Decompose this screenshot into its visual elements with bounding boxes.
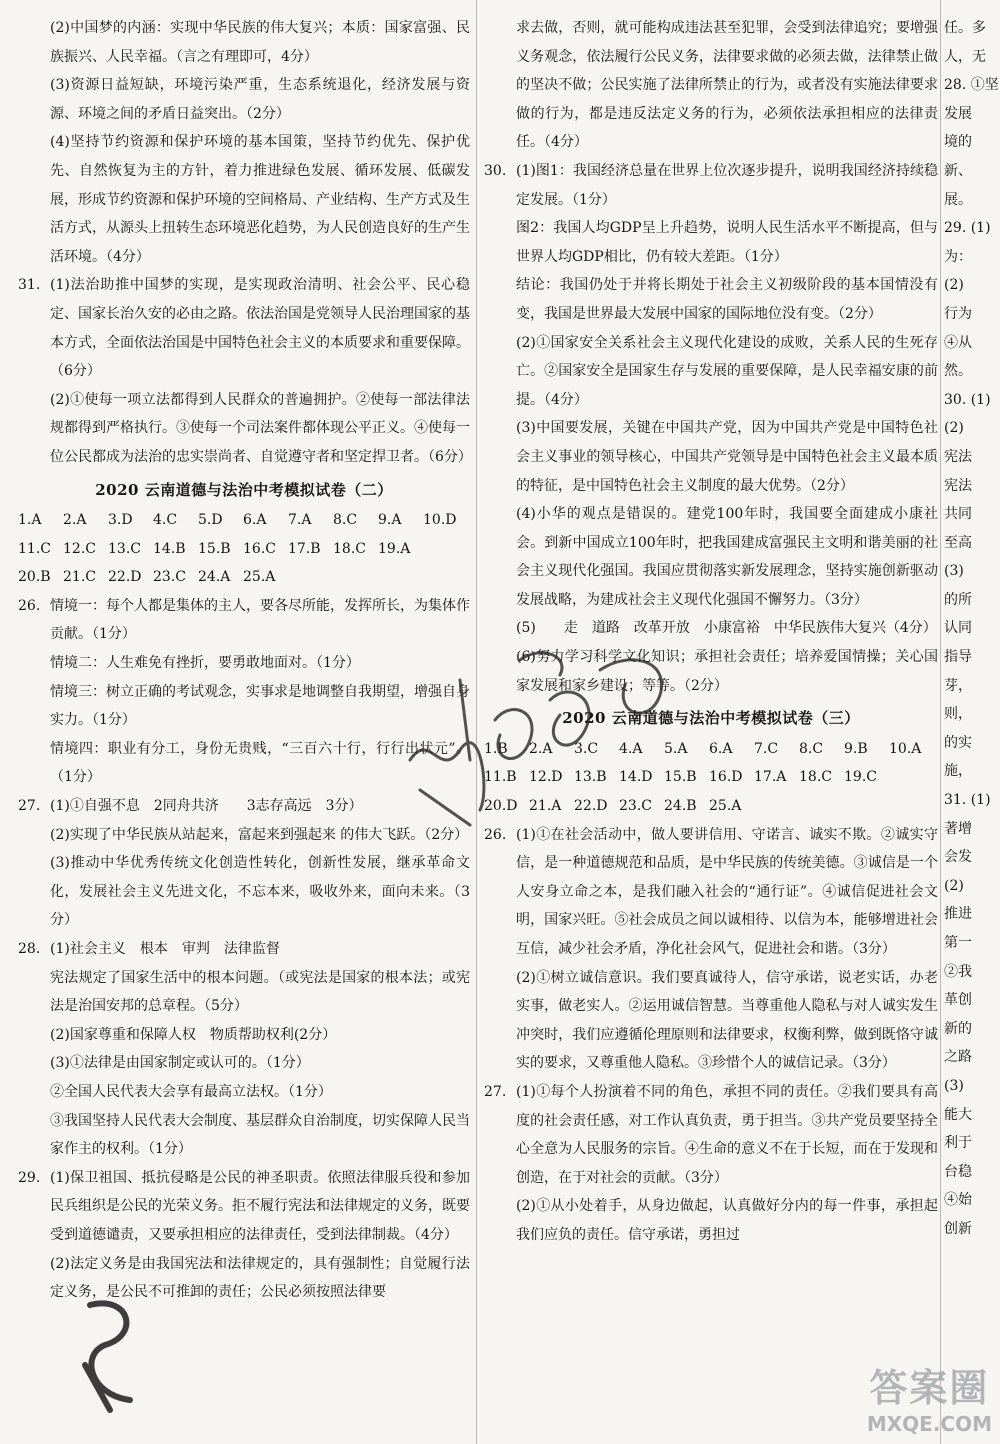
answer-item: 1.B xyxy=(484,740,508,757)
q30-part2-answer: (2)中国梦的内涵：实现中华民族的伟大复兴；本质：国家富强、民族振兴、人民幸福。（言之有理即可，4分） xyxy=(50,20,470,65)
question-number: 28. xyxy=(18,941,41,957)
fragment: 之路 xyxy=(944,1049,972,1066)
answer-line: (2)国家尊重和保障人权 物质帮助权利(2分） xyxy=(50,1026,337,1043)
answer-item: 23.C xyxy=(153,569,186,586)
answer-item: 9.B xyxy=(844,740,868,757)
answer-item: 18.C xyxy=(799,769,832,786)
right-column-cropped xyxy=(944,14,1000,1244)
answer-item: 21.C xyxy=(63,569,96,586)
fragment: 施， xyxy=(944,763,972,780)
question-number: 27. xyxy=(484,1083,507,1100)
answer-line: 情境二：人生难免有挫折，要勇敢地面对。（1分） xyxy=(50,655,360,672)
answer-line: 情境三：树立正确的考试观念，实事求是地调整自我期望，增强自身实力。（1分） xyxy=(50,683,470,729)
answer-line: (2)法定义务是由我国宪法和法律规定的，具有强制性；自觉履行法定义务，是公民不可推卸的责任；公民必须按照法律要 xyxy=(50,1255,470,1301)
fragment: 新、 xyxy=(944,162,972,179)
answer-item: 7.C xyxy=(754,740,779,757)
answer-item: 12.C xyxy=(63,540,96,557)
answer-line: (2)①树立诚信意识。我们要真诚待人，信守承诺，说老实话，办老实事，做老实人。②运用诚信智慧。当尊重他人隐私与对人诚实发生冲突时，我们应遵循伦理原则和法律要求，权衡利弊，做到既恪守诚实的要求，又尊重他人隐私。③珍惜个人的诚信记录。（3分） xyxy=(516,969,938,1072)
fragment: 为： xyxy=(944,248,972,265)
answer-item: 11.C xyxy=(18,540,51,557)
q30-part3-answer: (3)资源日益短缺，环境污染严重，生态系统退化，经济发展与资源、环境之间的矛盾日益突出。（2分） xyxy=(50,77,470,122)
paper3-title: 2020 云南道德与法治中考模拟试卷（三） xyxy=(562,709,860,728)
answer-item: 3.C xyxy=(574,740,599,757)
answer-item: 14.B xyxy=(153,540,186,557)
question-number: 26. xyxy=(18,597,41,614)
fragment: 人，无 xyxy=(944,48,986,65)
answer-item: 5.A xyxy=(664,740,688,757)
q31-answer xyxy=(18,271,470,471)
column-divider-right xyxy=(940,0,941,1444)
answer-item: 10.A xyxy=(889,740,922,757)
fragment: 利于 xyxy=(944,1135,972,1152)
answer-line: (2)实现了中华民族从站起来，富起来到强起来 的伟大飞跃。（2分） xyxy=(50,826,469,843)
answer-item: 18.C xyxy=(333,540,366,557)
paper2-choice-answers xyxy=(18,506,470,592)
answer-item: 20.D xyxy=(484,798,518,815)
answer-item: 24.A xyxy=(198,569,231,586)
fragment: 会发 xyxy=(944,849,972,866)
fragment: 芽， xyxy=(944,677,972,694)
answer-item: 8.C xyxy=(333,512,358,529)
fragment: (3) xyxy=(944,563,964,580)
fragment: 则， xyxy=(944,706,972,723)
answer-item: 2.A xyxy=(63,512,87,529)
q31-part2: (2)①使每一项立法都得到人民群众的普遍拥护。②使每一部法律法规都得到严格执行。③使每一个司法案件都体现公平正义。④使每一位公民都成为法治的忠实崇尚者、自觉遵守者和坚定捍卫者。（6分） xyxy=(50,391,472,465)
answer-line: (1)①在社会活动中，做人要讲信用、守诺言、诚实不欺。②诚实守信，是一种道德规范和品质，是中华民族的传统美德。③诚信是一个人安身立命之本，是我们融入社会的“通行证”。④诚信促进社会文明，国家兴旺。⑤社会成员之间以诚相待、以信为本，能够增进社会互信，减少社会矛盾，净化社会风气，促进社会和谐。（3分） xyxy=(516,826,938,957)
answer-line: (1)图1：我国经济总量在世界上位次逐步提升，说明我国经济持续稳定发展。（1分） xyxy=(516,162,938,208)
answer-item: 16.C xyxy=(243,540,276,557)
answer-item: 1.A xyxy=(18,512,42,529)
fragment: 31. (1) xyxy=(944,792,991,809)
answer-item: 22.D xyxy=(108,569,142,586)
answer-item: 2.A xyxy=(529,740,553,757)
fragment: 宪法 xyxy=(944,448,972,465)
fragment: 宪法 xyxy=(944,477,972,494)
answer-item: 25.A xyxy=(709,798,742,815)
fragment: 认同 xyxy=(944,620,972,637)
fragment: ④从 xyxy=(944,334,972,351)
answer-line: (1)保卫祖国、抵抗侵略是公民的神圣职责。依照法律服兵役和参加民兵组织是公民的光荣义务。拒不履行宪法和法律规定的义务，既要受到道德谴责，又要承担相应的法律责任，受到法律制裁。（4分） xyxy=(50,1169,470,1243)
answer-item: 17.B xyxy=(288,540,321,557)
corner-scribble xyxy=(70,1285,160,1415)
fragment: 创新 xyxy=(944,1220,972,1237)
answer-line: (3)①法律是由国家制定或认可的。（1分） xyxy=(50,1055,310,1072)
handwriting-scribble xyxy=(400,640,720,840)
fragment: 的实 xyxy=(944,734,972,751)
answer-item: 8.C xyxy=(799,740,824,757)
answer-item: 19.A xyxy=(378,540,411,557)
paper2-q28-answer xyxy=(18,935,470,1164)
fragment: (2) xyxy=(944,277,964,294)
answer-item: 11.B xyxy=(484,769,517,786)
question-number: 30. xyxy=(484,162,507,179)
answer-item: 17.A xyxy=(754,769,787,786)
answer-item: 25.A xyxy=(243,569,276,586)
answer-row xyxy=(18,535,470,564)
answer-line: (3)推动中华优秀传统文化创造性转化，创新性发展，继承革命文化，发展社会主义先进文化，不忘本来，吸收外来，面向未来。（3分） xyxy=(50,855,470,929)
fragment: 第一 xyxy=(944,935,972,951)
answer-item: 4.C xyxy=(153,512,178,529)
fragment: ④始 xyxy=(944,1192,972,1209)
question-number: 27. xyxy=(18,798,41,815)
answer-item: 13.B xyxy=(574,769,607,786)
answer-line: 情境一：每个人都是集体的主人，要各尽所能，发挥所长，为集体作贡献。（1分） xyxy=(50,597,470,643)
answer-line: 结论：我国仍处于并将长期处于社会主义初级阶段的基本国情没有变，我国是世界最大发展中国家的国际地位没有变。（2分） xyxy=(516,277,938,322)
fragment: 发展 xyxy=(944,105,972,122)
answer-item: 16.D xyxy=(709,769,743,786)
answer-item: 9.A xyxy=(378,512,402,529)
watermark-logo: 答案圈 xyxy=(869,1366,990,1410)
site-watermark xyxy=(867,1357,992,1436)
fragment: 推进 xyxy=(944,906,972,923)
fragment: 的所 xyxy=(944,591,972,608)
fragment: 著增 xyxy=(944,820,972,837)
paper2-q30-answer xyxy=(484,157,938,700)
q29-continuation: 求去做，否则，就可能构成违法甚至犯罪，会受到法律追究；要增强义务观念，依法履行公民义务，法律要求做的必须去做，法律禁止做的坚决不做；公民实施了法律所禁止的行为，或者没有实施法律要求做的行为，都是违反法定义务的行为，必须依法承担相应的法律责任。（4分） xyxy=(516,20,938,151)
answer-line: (1)①每个人扮演着不同的角色，承担不同的责任。②我们要具有高度的社会责任感，对工作认真负责，勇于担当。③共产党员要坚持全心全意为人民服务的宗旨。④生命的意义不在于长短，而在于发现和创造，在于对社会的贡献。（3分） xyxy=(516,1083,938,1186)
fragment: 展。 xyxy=(944,191,972,208)
fragment: 30. (1) xyxy=(944,391,991,408)
answer-item: 7.A xyxy=(288,512,312,529)
question-number: 29. xyxy=(18,1169,41,1186)
fragment: 境的 xyxy=(944,134,972,151)
fragment: 指导 xyxy=(944,649,972,666)
answer-item: 19.C xyxy=(844,769,877,786)
answer-item: 3.D xyxy=(108,512,133,529)
answer-item: 10.D xyxy=(423,512,457,529)
fragment: ②我 xyxy=(944,963,972,980)
answer-line: 宪法规定了国家生活中的根本问题。（或宪法是国家的根本法；或宪法是治国安邦的总章程。（5分） xyxy=(50,969,470,1015)
answer-item: 15.B xyxy=(664,769,697,786)
answer-item: 5.D xyxy=(198,512,223,529)
fragment: (2) xyxy=(944,877,964,894)
fragment: 能大 xyxy=(944,1106,972,1123)
answer-item: 6.A xyxy=(243,512,267,529)
fragment: 然。 xyxy=(944,363,972,380)
answer-item: 12.D xyxy=(529,769,563,786)
answer-item: 23.C xyxy=(619,798,652,815)
paper2-title: 2020 云南道德与法治中考模拟试卷（二） xyxy=(95,480,393,499)
answer-line: (1)①自强不息 2同舟共济 3志存高远 3分） xyxy=(50,798,363,815)
q30-part4-answer: (4)坚持节约资源和保护环境的基本国策，坚持节约优先、保护优先、自然恢复为主的方针，着力推进绿色发展、循环发展、低碳发展，形成节约资源和保护环境的空间格局、产业结构、生产方式及生活方式，从源头上扭转生态环境恶化趋势，为人民创造良好的生产生活环境。（4分） xyxy=(50,134,470,265)
middle-column xyxy=(484,14,938,1250)
answer-line: (5) 走 道路 改革开放 小康富裕 中华民族伟大复兴（4分） xyxy=(516,620,937,637)
answer-item: 13.C xyxy=(108,540,141,557)
answer-item: 20.B xyxy=(18,569,51,586)
answer-line: (1)社会主义 根本 审判 法律监督 xyxy=(50,941,280,957)
answer-row xyxy=(18,506,470,535)
answer-line: (6)努力学习科学文化知识；承担社会责任；培养爱国情操；关心国家发展和家乡建设；等等。（2分） xyxy=(516,649,938,694)
fragment: 行为 xyxy=(944,305,972,322)
answer-line: ②全国人民代表大会享有最高立法权。（1分） xyxy=(50,1083,332,1100)
answer-item: 24.B xyxy=(664,798,697,815)
answer-line: 图2：我国人均GDP呈上升趋势，说明人民生活水平不断提高，但与世界人均GDP相比，仍有较大差距。（1分） xyxy=(516,220,938,265)
answer-line: (2)①从小处着手，从身边做起，认真做好分内的每一件事，承担起我们应负的责任。信守承诺，勇担过 xyxy=(516,1198,938,1243)
answer-item: 14.D xyxy=(619,769,653,786)
watermark-site: MXQE.COM xyxy=(866,1412,992,1436)
answer-item: 4.A xyxy=(619,740,643,757)
answer-row xyxy=(18,563,470,592)
answer-item: 6.A xyxy=(709,740,733,757)
answer-line: (2)①国家安全关系社会主义现代化建设的成败，关系人民的生死存亡。②国家安全是国家生存与发展的重要保障，是人民幸福安康的前提。（4分） xyxy=(516,334,938,408)
q31-part1: (1)法治助推中国梦的实现，是实现政治清明、社会公平、民心稳定、国家长治久安的必由之路。依法治国是党领导人民治理国家的基本方式，全面依法治国是中国特色社会主义的本质要求和重要保障。（6分） xyxy=(50,277,470,380)
fragment: 28. ①坚 xyxy=(944,77,999,94)
answer-item: 21.A xyxy=(529,798,562,815)
answer-item: 22.D xyxy=(574,798,608,815)
answer-item: 15.B xyxy=(198,540,231,557)
fragment: 共同 xyxy=(944,506,972,523)
fragment: 任。多 xyxy=(944,20,986,36)
fragment: 台稳 xyxy=(944,1163,972,1180)
paper3-q26-answer xyxy=(484,821,938,1078)
fragment: (3) xyxy=(944,1077,964,1094)
fragment: 新的 xyxy=(944,1020,972,1037)
fragment: 革创 xyxy=(944,992,972,1009)
paper3-q27-answer xyxy=(484,1078,938,1250)
fragment: 29. (1) xyxy=(944,220,991,237)
fragment: (2) xyxy=(944,420,964,437)
fragment: 至高 xyxy=(944,534,972,551)
answer-line: (4)小华的观点是错误的。建党100年时，我国要全面建成小康社会。到新中国成立100年时，把我国建成富强民主文明和谐美丽的社会主义现代化强国。我国应贯彻落实新发展理念，坚持实施创新驱动发展战略，为建成社会主义现代化强国不懈努力。（3分） xyxy=(516,506,938,608)
answer-line: (3)中国要发展，关键在中国共产党，因为中国共产党是中国特色社会主义事业的领导核心，中国共产党领导是中国特色社会主义最本质的特征，是中国特色社会主义制度的最大优势。（2分） xyxy=(516,420,938,494)
answer-line: ③我国坚持人民代表大会制度、基层群众自治制度，切实保障人民当家作主的权利。（1分） xyxy=(50,1112,470,1158)
answer-line: 情境四：职业有分工，身份无贵贱，“三百六十行，行行出状元”。（1分） xyxy=(50,740,470,786)
question-number: 26. xyxy=(484,826,507,843)
question-number: 31. xyxy=(18,277,41,294)
